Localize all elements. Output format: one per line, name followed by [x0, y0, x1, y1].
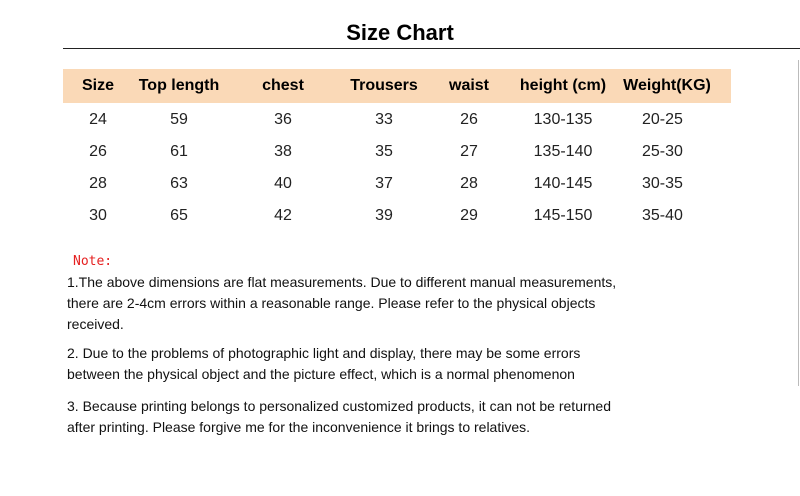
- size-table: [63, 69, 731, 232]
- right-edge-divider: [798, 60, 799, 386]
- cell-height: 140-145: [533, 175, 593, 192]
- table-row: [63, 200, 731, 232]
- cell-top-length: 59: [170, 111, 188, 128]
- cell-trousers: 33: [375, 111, 393, 128]
- cell-weight: 20-25: [642, 111, 683, 128]
- column-header-top-length: Top length: [138, 77, 220, 94]
- column-header-height: height (cm): [519, 77, 607, 94]
- cell-height: 135-140: [533, 143, 593, 160]
- note-paragraph: 3. Because printing belongs to personalized customized products, it can not be returned after printing. Please forgive me for the inconvenience it brings to relatives.: [67, 398, 611, 435]
- cell-chest: 42: [274, 207, 292, 224]
- table-header-row: [63, 69, 731, 103]
- cell-top-length: 63: [170, 175, 188, 192]
- cell-waist: 27: [460, 143, 478, 160]
- cell-waist: 29: [460, 207, 478, 224]
- cell-height: 145-150: [533, 207, 593, 224]
- cell-waist: 28: [460, 175, 478, 192]
- cell-height: 130-135: [533, 111, 593, 128]
- cell-size: 26: [89, 143, 107, 160]
- column-header-trousers: Trousers: [350, 77, 418, 94]
- table-row: [63, 168, 731, 200]
- cell-size: 24: [89, 111, 107, 128]
- table-row: [63, 104, 731, 136]
- cell-waist: 26: [460, 111, 478, 128]
- cell-chest: 38: [274, 143, 292, 160]
- note-heading: Note:: [73, 254, 113, 269]
- cell-chest: 36: [274, 111, 292, 128]
- page-title: Size Chart: [346, 20, 454, 45]
- cell-top-length: 61: [170, 143, 188, 160]
- cell-chest: 40: [274, 175, 292, 192]
- table-row: [63, 136, 731, 168]
- cell-weight: 25-30: [642, 143, 683, 160]
- note-paragraph: 1.The above dimensions are flat measurements. Due to different manual measurements, there are 2-4cm errors within a reasonable range. Please refer to the physical objects received.: [67, 274, 617, 332]
- cell-trousers: 35: [375, 143, 393, 160]
- cell-weight: 30-35: [642, 175, 683, 192]
- column-header-chest: chest: [262, 77, 304, 94]
- title-divider: [63, 48, 800, 49]
- cell-size: 30: [89, 207, 107, 224]
- column-header-size: Size: [81, 77, 115, 94]
- cell-trousers: 39: [375, 207, 393, 224]
- cell-weight: 35-40: [642, 207, 683, 224]
- column-header-weight: Weight(KG): [623, 77, 711, 94]
- column-header-waist: waist: [448, 77, 490, 94]
- note-paragraph: 2. Due to the problems of photographic light and display, there may be some errors between the physical object and the picture effect, which is a normal phenomenon: [67, 345, 581, 382]
- cell-top-length: 65: [170, 207, 188, 224]
- notes-section: [67, 254, 627, 438]
- cell-trousers: 37: [375, 175, 393, 192]
- cell-size: 28: [89, 175, 107, 192]
